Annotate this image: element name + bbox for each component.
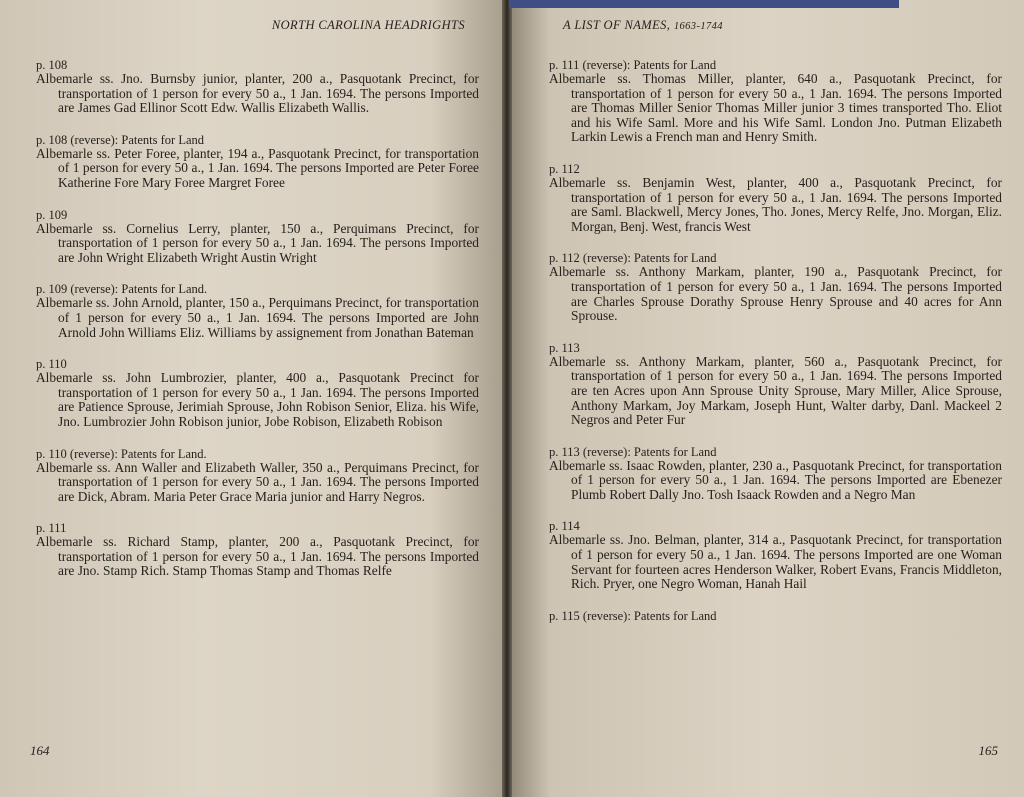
entry-reference: p. 109 (reverse): Patents for Land.: [36, 282, 208, 297]
entry-text: Albemarle ss. Jno. Belman, planter, 314 a., Pasquotank Precinct, for transportation of 1 person for every 50 a., 1 Jan. 1694. The persons Imported are one Woman Servant for fourteen acres Henderson Walker, Robert Evans, Francis Middleton, Rich. Pryer, one Negro Woman, Hanah Hail: [549, 532, 1002, 592]
running-head-left: NORTH CAROLINA HEADRIGHTS: [271, 18, 465, 32]
entry-text: Albemarle ss. Ann Waller and Elizabeth Waller, 350 a., Perquimans Precinct, for transportation of 1 person for every 50 a., 1 Jan. 1694. The persons Imported are Dick, Abram. Maria Peter Grace Maria junior and Harry Negros.: [36, 459, 479, 504]
entry-reference: p. 112: [549, 161, 580, 176]
entry-text: Albemarle ss. John Arnold, planter, 150 a., Perquimans Precinct, for transportation of 1 person for every 50 a., 1 Jan. 1694. The persons Imported are John Arnold John Williams Eliz. Williams by assignement from Jonathan Bateman: [36, 295, 479, 340]
book-gutter: [502, 0, 512, 797]
entry: [36, 447, 479, 505]
page-number-left: 164: [30, 743, 50, 758]
entry-reference: p. 111 (reverse): Patents for Land: [549, 58, 717, 72]
entry-text: Albemarle ss. Anthony Markam, planter, 560 a., Pasquotank Precinct, for transportation of 1 person for every 50 a., 1 Jan. 1694. The persons Imported are ten Acres upon Ann Sprouse Unity Sprouse, Mary Miller, Alice Sprouse, Anthony Markam, Joy Markam, Joseph Hunt, Walter darby, Danl. Mackeel 2 Negros and Peter Fur: [549, 353, 1002, 428]
entry-reference: p. 115 (reverse): Patents for Land: [549, 608, 717, 623]
entry-reference: p. 109: [36, 207, 68, 222]
entry-text: Albemarle ss. Cornelius Lerry, planter, 150 a., Perquimans Precinct, for transportation of 1 person for every 50 a., 1 Jan. 1694. The persons Imported are John Wright Elizabeth Wright Austin Wright: [36, 220, 479, 265]
entry-reference: p. 112 (reverse): Patents for Land: [549, 251, 717, 266]
entry-reference: p. 113: [549, 340, 580, 355]
entry-text: Albemarle ss. Isaac Rowden, planter, 230 a., Pasquotank Precinct, for transportation of 1 person for every 50 a., 1 Jan. 1694. The persons Imported are Ebenezer Plumb Robert Dally Jno. Tosh Isaack Rowden and a Negro Man: [549, 457, 1002, 502]
entry: [549, 609, 1002, 623]
entry: [549, 519, 1002, 591]
entry: [549, 58, 1002, 145]
entry-reference: p. 110 (reverse): Patents for Land.: [36, 446, 207, 461]
entry-text: Albemarle ss. Richard Stamp, planter, 200 a., Pasquotank Precinct, for transportation of 1 person for every 50 a., 1 Jan. 1694. The persons Imported are Jno. Stamp Rich. Stamp Thomas Stamp and Thomas Relfe: [36, 534, 479, 579]
running-head-title: A LIST OF NAMES,: [563, 18, 674, 32]
entry-text: Albemarle ss. Benjamin West, planter, 400 a., Pasquotank Precinct, for transportation of 1 person for every 50 a., 1 Jan. 1694. The persons Imported are Saml. Blackwell, Mercy Jones, Tho. Jones, Mercy Relfe, Jno. Morgan, Eliz. Morgan, Benj. West, francis West: [549, 174, 1002, 234]
right-entries: [549, 58, 1002, 623]
entry: [549, 251, 1002, 323]
entry: [36, 133, 479, 191]
entry-text: Albemarle ss. Peter Foree, planter, 194 a., Pasquotank Precinct, for transportation of 1 person for every 50 a., 1 Jan. 1694. The persons Imported are Peter Foree Katherine Fore Mary Foree Margret Foree: [36, 145, 479, 190]
running-head-years: 1663-1744: [673, 21, 723, 32]
entry-reference: p. 113 (reverse): Patents for Land: [549, 444, 717, 459]
entry-reference: p. 114: [549, 519, 580, 534]
left-entries: [36, 58, 479, 579]
entry-text: Albemarle ss. Thomas Miller, planter, 640 a., Pasquotank Precinct, for transportation of 1 person for every 50 a., 1 Jan. 1694. The persons Imported are Thomas Miller Senior Thomas Miller junior 3 times transported Tho. Eliot and his Wife Saml. More and his Wife Saml. London Jno. Putman Elizabeth Larkin Lewis a French man and Henry Smith.: [549, 71, 1002, 145]
entry: [36, 282, 479, 340]
running-head-right: [549, 14, 1002, 36]
right-page: [509, 0, 1024, 797]
entry: [549, 445, 1002, 503]
entry-text: Albemarle ss. Anthony Markam, planter, 190 a., Pasquotank Precinct, for transportation of 1 person for every 50 a., 1 Jan. 1694. The persons Imported are Charles Sprouse Dorathy Sprouse Henry Sprouse and 40 acres for Ann Sprouse.: [549, 264, 1002, 324]
entry: [36, 208, 479, 266]
entry-reference: p. 108 (reverse): Patents for Land: [36, 132, 204, 147]
entry: [549, 341, 1002, 428]
entry-text: Albemarle ss. John Lumbrozier, planter, 400 a., Pasquotank Precinct for transportation of 1 person for every 50 a., 1 Jan. 1694. The persons Imported are Patience Sprouse, Jerimiah Sprouse, John Robison Senior, Eliza. his Wife, Jno. Lumbrozier John Robison junior, Jobe Robison, Elizabeth Robison: [36, 370, 479, 429]
left-page: [0, 0, 505, 797]
entry: [549, 162, 1002, 234]
entry-reference: p. 110: [36, 357, 67, 372]
entry: [36, 521, 479, 579]
entry-text: Albemarle ss. Jno. Burnsby junior, planter, 200 a., Pasquotank Precinct, for transportation of 1 person for every 50 a., 1 Jan. 1694. The persons Imported are James Gad Ellinor Scott Edw. Wallis Elizabeth Wallis.: [36, 71, 479, 116]
book-cover-edge: [509, 0, 899, 8]
entry: [36, 357, 479, 429]
entry: [36, 58, 479, 116]
entry-reference: p. 111: [36, 521, 67, 536]
page-number-right: 165: [978, 743, 998, 758]
entry-reference: p. 108: [36, 58, 68, 72]
